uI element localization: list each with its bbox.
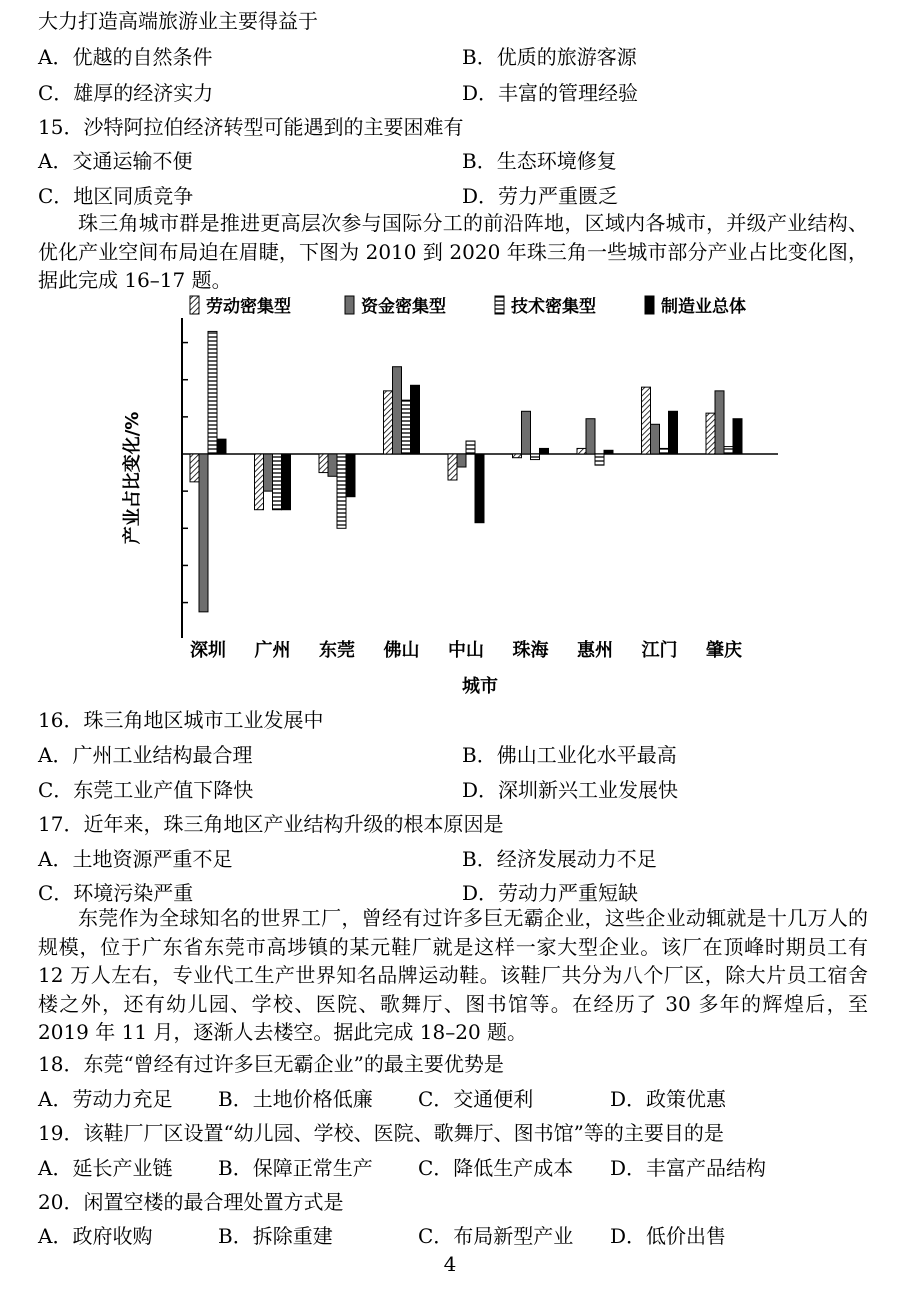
bar-manufacturing	[411, 385, 420, 454]
passage-pearl-river-delta: 珠三角城市群是推进更高层次参与国际分工的前沿阵地，区域内各城市，并级产业结构、优化产业空间布局迫在眉睫，下图为 2010 到 2020 年珠三角一些城市部分产业占比变化图，据此完成 16–17 题。	[38, 211, 868, 292]
bar-manufacturing	[669, 411, 678, 454]
legend-swatch-tech	[495, 296, 504, 314]
q16-option-a: A．广州工业结构最合理	[38, 743, 253, 767]
q20-stem: 20．闲置空楼的最合理处置方式是	[38, 1190, 344, 1214]
passage-dongguan: 东莞作为全球知名的世界工厂，曾经有过许多巨无霸企业，这些企业动辄就是十几万人的规模，位于广东省东莞市高埗镇的某元鞋厂就是这样一家大型企业。该厂在顶峰时期员工有 12 万人左右，专业代工生产世界知名品牌运动鞋。该鞋厂共分为八个厂区，除大片员工宿舍楼之外，还有幼儿园、学校、医院、歌舞厅、图书馆等。在经历了 30 多年的辉煌后，至 2019 年 11 月，逐渐人去楼空。据此完成 18–20 题。	[38, 906, 868, 1044]
q17-stem: 17．近年来，珠三角地区产业结构升级的根本原因是	[38, 812, 504, 836]
q18-option-b: B．土地价格低廉	[218, 1087, 373, 1111]
x-tick-label: 珠海	[512, 640, 549, 661]
q18-option-d: D．政策优惠	[610, 1087, 727, 1111]
q18-option-a: A．劳动力充足	[38, 1087, 173, 1111]
x-axis-label: 城市	[462, 676, 498, 697]
legend-label-capital: 资金密集型	[361, 297, 446, 317]
q17-option-b: B．经济发展动力不足	[462, 847, 657, 871]
bar-labor	[384, 391, 393, 454]
x-tick-label: 惠州	[577, 640, 613, 661]
q16-option-c: C．东莞工业产值下降快	[38, 778, 254, 802]
bar-tech	[273, 454, 282, 510]
bar-tech	[724, 447, 733, 454]
bar-labor	[642, 387, 651, 454]
x-tick-label: 深圳	[190, 640, 226, 661]
q20-option-b: B．拆除重建	[218, 1224, 333, 1248]
bar-tech	[595, 454, 604, 465]
q19-option-a: A．延长产业链	[38, 1156, 173, 1180]
bar-tech	[208, 331, 217, 454]
bar-tech	[337, 454, 346, 528]
q19-option-d: D．丰富产品结构	[610, 1156, 767, 1180]
y-axis-label: 产业占比变化/%	[122, 411, 143, 545]
q15-option-b: B．生态环境修复	[462, 149, 617, 173]
bar-tech	[466, 441, 475, 454]
legend-swatch-capital	[345, 296, 354, 314]
x-tick-label: 肇庆	[706, 640, 742, 661]
industry-change-chart	[110, 288, 790, 698]
x-tick-label: 江门	[641, 640, 678, 661]
x-tick-label: 广州	[254, 640, 291, 661]
legend-label-tech: 技术密集型	[511, 297, 596, 317]
bar-capital	[651, 424, 660, 454]
page-number: 4	[443, 1252, 457, 1276]
bar-manufacturing	[217, 439, 226, 454]
bar-labor	[706, 413, 715, 454]
q20-option-c: C．布局新型产业	[418, 1224, 574, 1248]
bar-tech	[531, 454, 540, 460]
q15-stem: 15．沙特阿拉伯经济转型可能遇到的主要困难有	[38, 115, 464, 139]
legend-label-labor: 劳动密集型	[206, 297, 291, 317]
bar-manufacturing	[604, 450, 613, 454]
q14-option-c: C．雄厚的经济实力	[38, 81, 214, 105]
q14-stem: 大力打造高端旅游业主要得益于	[38, 9, 318, 33]
q15-option-c: C．地区同质竞争	[38, 184, 194, 208]
q20-option-a: A．政府收购	[38, 1224, 153, 1248]
bar-manufacturing	[733, 419, 742, 454]
bar-labor	[448, 454, 457, 480]
q17-option-d: D．劳动力严重短缺	[462, 881, 639, 905]
q14-option-d: D．丰富的管理经验	[462, 81, 639, 105]
bar-capital	[457, 454, 466, 467]
q14-option-a: A．优越的自然条件	[38, 45, 213, 69]
bar-capital	[393, 367, 402, 454]
bar-capital	[715, 391, 724, 454]
q15-option-a: A．交通运输不便	[38, 149, 193, 173]
q17-option-c: C．环境污染严重	[38, 881, 194, 905]
bar-capital	[264, 454, 273, 491]
bar-manufacturing	[540, 448, 549, 454]
x-tick-label: 中山	[448, 640, 484, 661]
q14-option-b: B．优质的旅游客源	[462, 45, 637, 69]
q19-stem: 19．该鞋厂厂区设置“幼儿园、学校、医院、歌舞厅、图书馆”等的主要目的是	[38, 1121, 724, 1145]
q16-stem: 16．珠三角地区城市工业发展中	[38, 708, 324, 732]
bar-manufacturing	[475, 454, 484, 523]
bar-labor	[255, 454, 264, 510]
q15-option-d: D．劳力严重匮乏	[462, 184, 619, 208]
legend-swatch-manufacturing	[645, 296, 654, 314]
q18-option-c: C．交通便利	[418, 1087, 534, 1111]
q18-stem: 18．东莞“曾经有过许多巨无霸企业”的最主要优势是	[38, 1052, 504, 1076]
legend-label-manufacturing: 制造业总体	[661, 297, 746, 317]
q16-option-d: D．深圳新兴工业发展快	[462, 778, 679, 802]
bar-tech	[402, 400, 411, 454]
q19-option-c: C．降低生产成本	[418, 1156, 574, 1180]
q16-option-b: B．佛山工业化水平最高	[462, 743, 677, 767]
bar-capital	[199, 454, 208, 612]
x-tick-label: 东莞	[319, 640, 355, 661]
bar-labor	[513, 454, 522, 458]
bar-capital	[522, 411, 531, 454]
bar-labor	[190, 454, 199, 482]
bar-capital	[328, 454, 337, 476]
bar-manufacturing	[282, 454, 291, 510]
legend-swatch-labor	[190, 296, 199, 314]
bar-manufacturing	[346, 454, 355, 497]
x-tick-label: 佛山	[383, 640, 420, 661]
q20-option-d: D．低价出售	[610, 1224, 727, 1248]
bar-tech	[660, 448, 669, 454]
bar-labor	[577, 448, 586, 454]
q19-option-b: B．保障正常生产	[218, 1156, 373, 1180]
bar-capital	[586, 419, 595, 454]
q17-option-a: A．土地资源严重不足	[38, 847, 233, 871]
bar-labor	[319, 454, 328, 473]
